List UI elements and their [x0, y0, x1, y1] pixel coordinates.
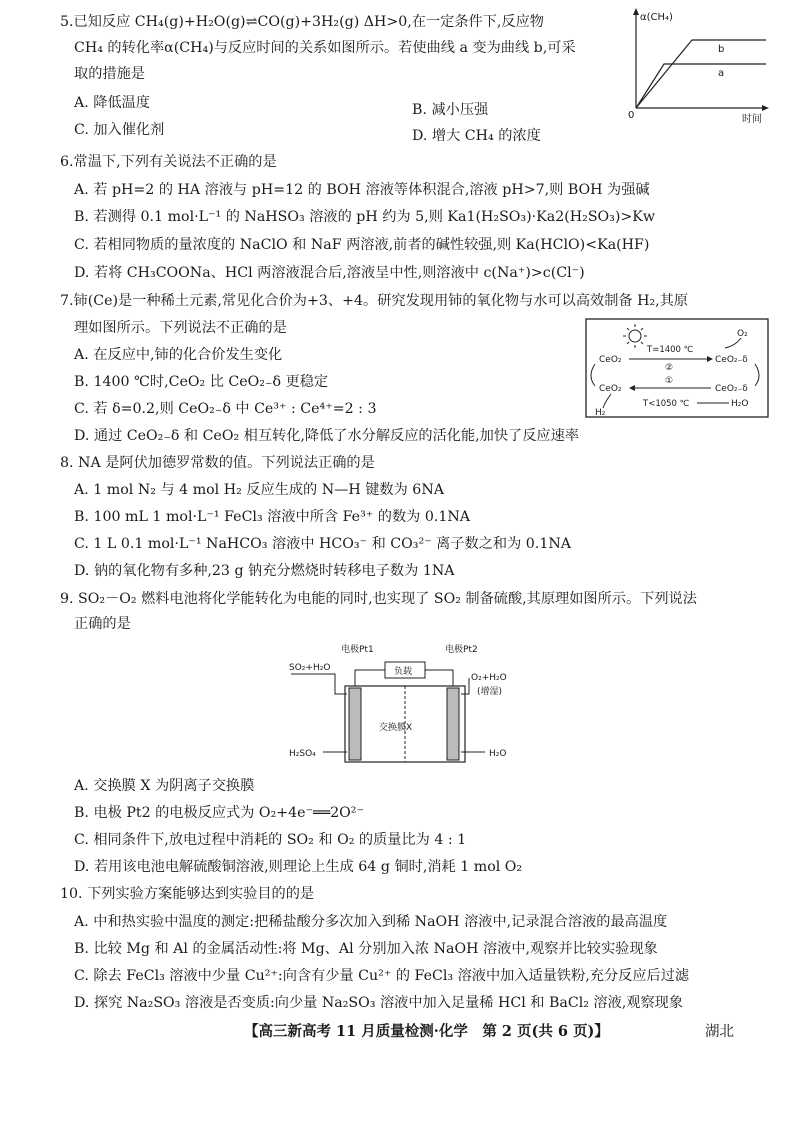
curve-a-label: a: [718, 68, 725, 79]
step2-arrowhead: [707, 356, 713, 362]
q9-option-b: B. 电极 Pt2 的电极反应式为 O₂+4e⁻══2O²⁻: [74, 805, 364, 821]
wire-right: [425, 670, 453, 686]
q7-option-b: B. 1400 ℃时,CeO₂ 比 CeO₂₋δ 更稳定: [74, 374, 329, 390]
o2-input-label: O₂+H₂O: [471, 673, 507, 683]
q5-option-b: B. 减小压强: [412, 102, 489, 118]
h2-release-arrow: [603, 394, 611, 408]
step1-label: ①: [665, 376, 674, 386]
q7-option-c: C. 若 δ=0.2,则 CeO₂₋δ 中 Ce³⁺ : Ce⁴⁺=2 : 3: [74, 401, 377, 417]
q6-option-c: C. 若相同物质的量浓度的 NaClO 和 NaF 两溶液,前者的碱性较强,则 Ka(HClO)<Ka(HF): [74, 237, 650, 253]
membrane-label: 交换膜X: [379, 723, 413, 733]
q5-conversion-graph: [620, 2, 770, 127]
h2so4-output-label: H₂SO₄: [289, 749, 316, 759]
h2o-label: H₂O: [731, 399, 749, 409]
x-axis-label: 时间: [742, 114, 762, 125]
electrode-pt2: [447, 688, 459, 760]
ceo2d-right-bottom: CeO₂₋δ: [715, 384, 748, 394]
q5-option-c: C. 加入催化剂: [74, 122, 165, 138]
q7-stem-line2: 理如图所示。下列说法不正确的是: [74, 320, 287, 336]
high-temp-label: T=1400 ℃: [647, 345, 694, 355]
o2-release-arrow: [725, 338, 741, 348]
x-axis-arrow: [762, 105, 769, 111]
q9-fuel-cell-diagram: [285, 640, 515, 770]
q5-option-d: D. 增大 CH₄ 的浓度: [412, 128, 541, 144]
q6-option-d: D. 若将 CH₃COONa、HCl 两溶液混合后,溶液呈中性,则溶液中 c(Na⁺)>c(Cl⁻): [74, 265, 585, 281]
q10-option-d: D. 探究 Na₂SO₃ 溶液是否变质:向少量 Na₂SO₃ 溶液中加入足量稀 HCl 和 BaCl₂ 溶液,观察现象: [74, 995, 684, 1011]
q10-option-c: C. 除去 FeCl₃ 溶液中少量 Cu²⁺:向含有少量 Cu²⁺ 的 FeCl₃ 溶液中加入适量铁粉,充分反应后过滤: [74, 968, 690, 984]
o2-label: O₂: [737, 329, 748, 339]
q10-stem: 10. 下列实验方案能够达到实验目的的是: [60, 886, 315, 902]
q5-stem-line3: 取的措施是: [74, 66, 145, 82]
curve-b-label: b: [718, 44, 725, 55]
q8-option-b: B. 100 mL 1 mol·L⁻¹ FeCl₃ 溶液中所含 Fe³⁺ 的数为 0.1NA: [74, 509, 471, 525]
q7-stem-line1: 7.铈(Ce)是一种稀土元素,常见化合价为+3、+4。研究发现用铈的氧化物与水可以高效制备 H₂,其原: [60, 293, 689, 309]
low-temp-label: T<1050 ℃: [643, 399, 690, 409]
q9-option-c: C. 相同条件下,放电过程中消耗的 SO₂ 和 O₂ 的质量比为 4 : 1: [74, 832, 467, 848]
so2-input-arrow: [291, 674, 347, 694]
q5-stem-line2: CH₄ 的转化率α(CH₄)与反应时间的关系如图所示。若使曲线 a 变为曲线 b,可采: [74, 40, 576, 56]
q8-option-a: A. 1 mol N₂ 与 4 mol H₂ 反应生成的 N—H 键数为 6NA: [74, 482, 444, 498]
page-footer-region: 湖北: [705, 1024, 734, 1040]
sun-icon: [623, 324, 647, 348]
q6-stem: 6.常温下,下列有关说法不正确的是: [60, 154, 277, 170]
q10-option-a: A. 中和热实验中温度的测定:把稀盐酸分多次加入到稀 NaOH 溶液中,记录混合溶液的最高温度: [74, 914, 668, 930]
q7-option-d: D. 通过 CeO₂₋δ 和 CeO₂ 相互转化,降低了水分解反应的活化能,加快了反应速率: [74, 428, 579, 444]
left-cycle-arrow: [591, 364, 595, 386]
q8-stem: 8. NA 是阿伏加德罗常数的值。下列说法正确的是: [60, 455, 375, 471]
page-footer-title: 【高三新高考 11 月质量检测·化学 第 2 页(共 6 页)】: [244, 1023, 609, 1040]
wire-left: [355, 670, 385, 686]
y-axis-label: α(CH₄): [640, 12, 673, 23]
step1-arrowhead: [629, 385, 635, 391]
q9-stem-line1: 9. SO₂－O₂ 燃料电池将化学能转化为电能的同时,也实现了 SO₂ 制备硫酸,其原理如图所示。下列说法: [60, 591, 697, 607]
q5-stem-line1: 5.已知反应 CH₄(g)+H₂O(g)⇌CO(g)+3H₂(g) ΔH>0,在一定条件下,反应物: [60, 14, 544, 30]
pt1-label: 电极Pt1: [341, 645, 374, 655]
q9-stem-line2: 正确的是: [74, 616, 131, 632]
humidified-label: (增湿): [477, 687, 503, 697]
q7-ceria-cycle-diagram: [585, 318, 770, 418]
curve-b: [636, 40, 766, 108]
curve-a: [636, 64, 766, 108]
step2-label: ②: [665, 363, 674, 373]
q8-option-c: C. 1 L 0.1 mol·L⁻¹ NaHCO₃ 溶液中 HCO₃⁻ 和 CO₃²⁻ 离子数之和为 0.1NA: [74, 536, 572, 552]
so2-input-label: SO₂+H₂O: [289, 663, 331, 673]
ceo2-left-top: CeO₂: [599, 355, 622, 365]
q5-option-a: A. 降低温度: [74, 95, 151, 111]
ceo2-left-bottom: CeO₂: [599, 384, 622, 394]
q6-option-a: A. 若 pH=2 的 HA 溶液与 pH=12 的 BOH 溶液等体积混合,溶液 pH>7,则 BOH 为强碱: [74, 182, 650, 198]
q7-option-a: A. 在反应中,铈的化合价发生变化: [74, 347, 283, 363]
q10-option-b: B. 比较 Mg 和 Al 的金属活动性:将 Mg、Al 分别加入浓 NaOH 溶液中,观察并比较实验现象: [74, 941, 658, 957]
y-axis-arrow: [633, 8, 639, 15]
q6-option-b: B. 若测得 0.1 mol·L⁻¹ 的 NaHSO₃ 溶液的 pH 约为 5,则 Ka1(H₂SO₃)·Ka2(H₂SO₃)>Kw: [74, 209, 656, 225]
origin-label: 0: [628, 110, 635, 121]
electrode-pt1: [349, 688, 361, 760]
ceo2d-right-top: CeO₂₋δ: [715, 355, 748, 365]
right-cycle-arrow: [755, 364, 759, 386]
h2-label: H₂: [595, 408, 606, 418]
q9-option-d: D. 若用该电池电解硫酸铜溶液,则理论上生成 64 g 铜时,消耗 1 mol O₂: [74, 859, 523, 875]
pt2-label: 电极Pt2: [445, 645, 478, 655]
h2o-output-label: H₂O: [489, 749, 507, 759]
load-label: 负载: [394, 667, 413, 677]
q9-option-a: A. 交换膜 X 为阴离子交换膜: [74, 778, 255, 794]
q8-option-d: D. 钠的氧化物有多种,23 g 钠充分燃烧时转移电子数为 1NA: [74, 563, 455, 579]
